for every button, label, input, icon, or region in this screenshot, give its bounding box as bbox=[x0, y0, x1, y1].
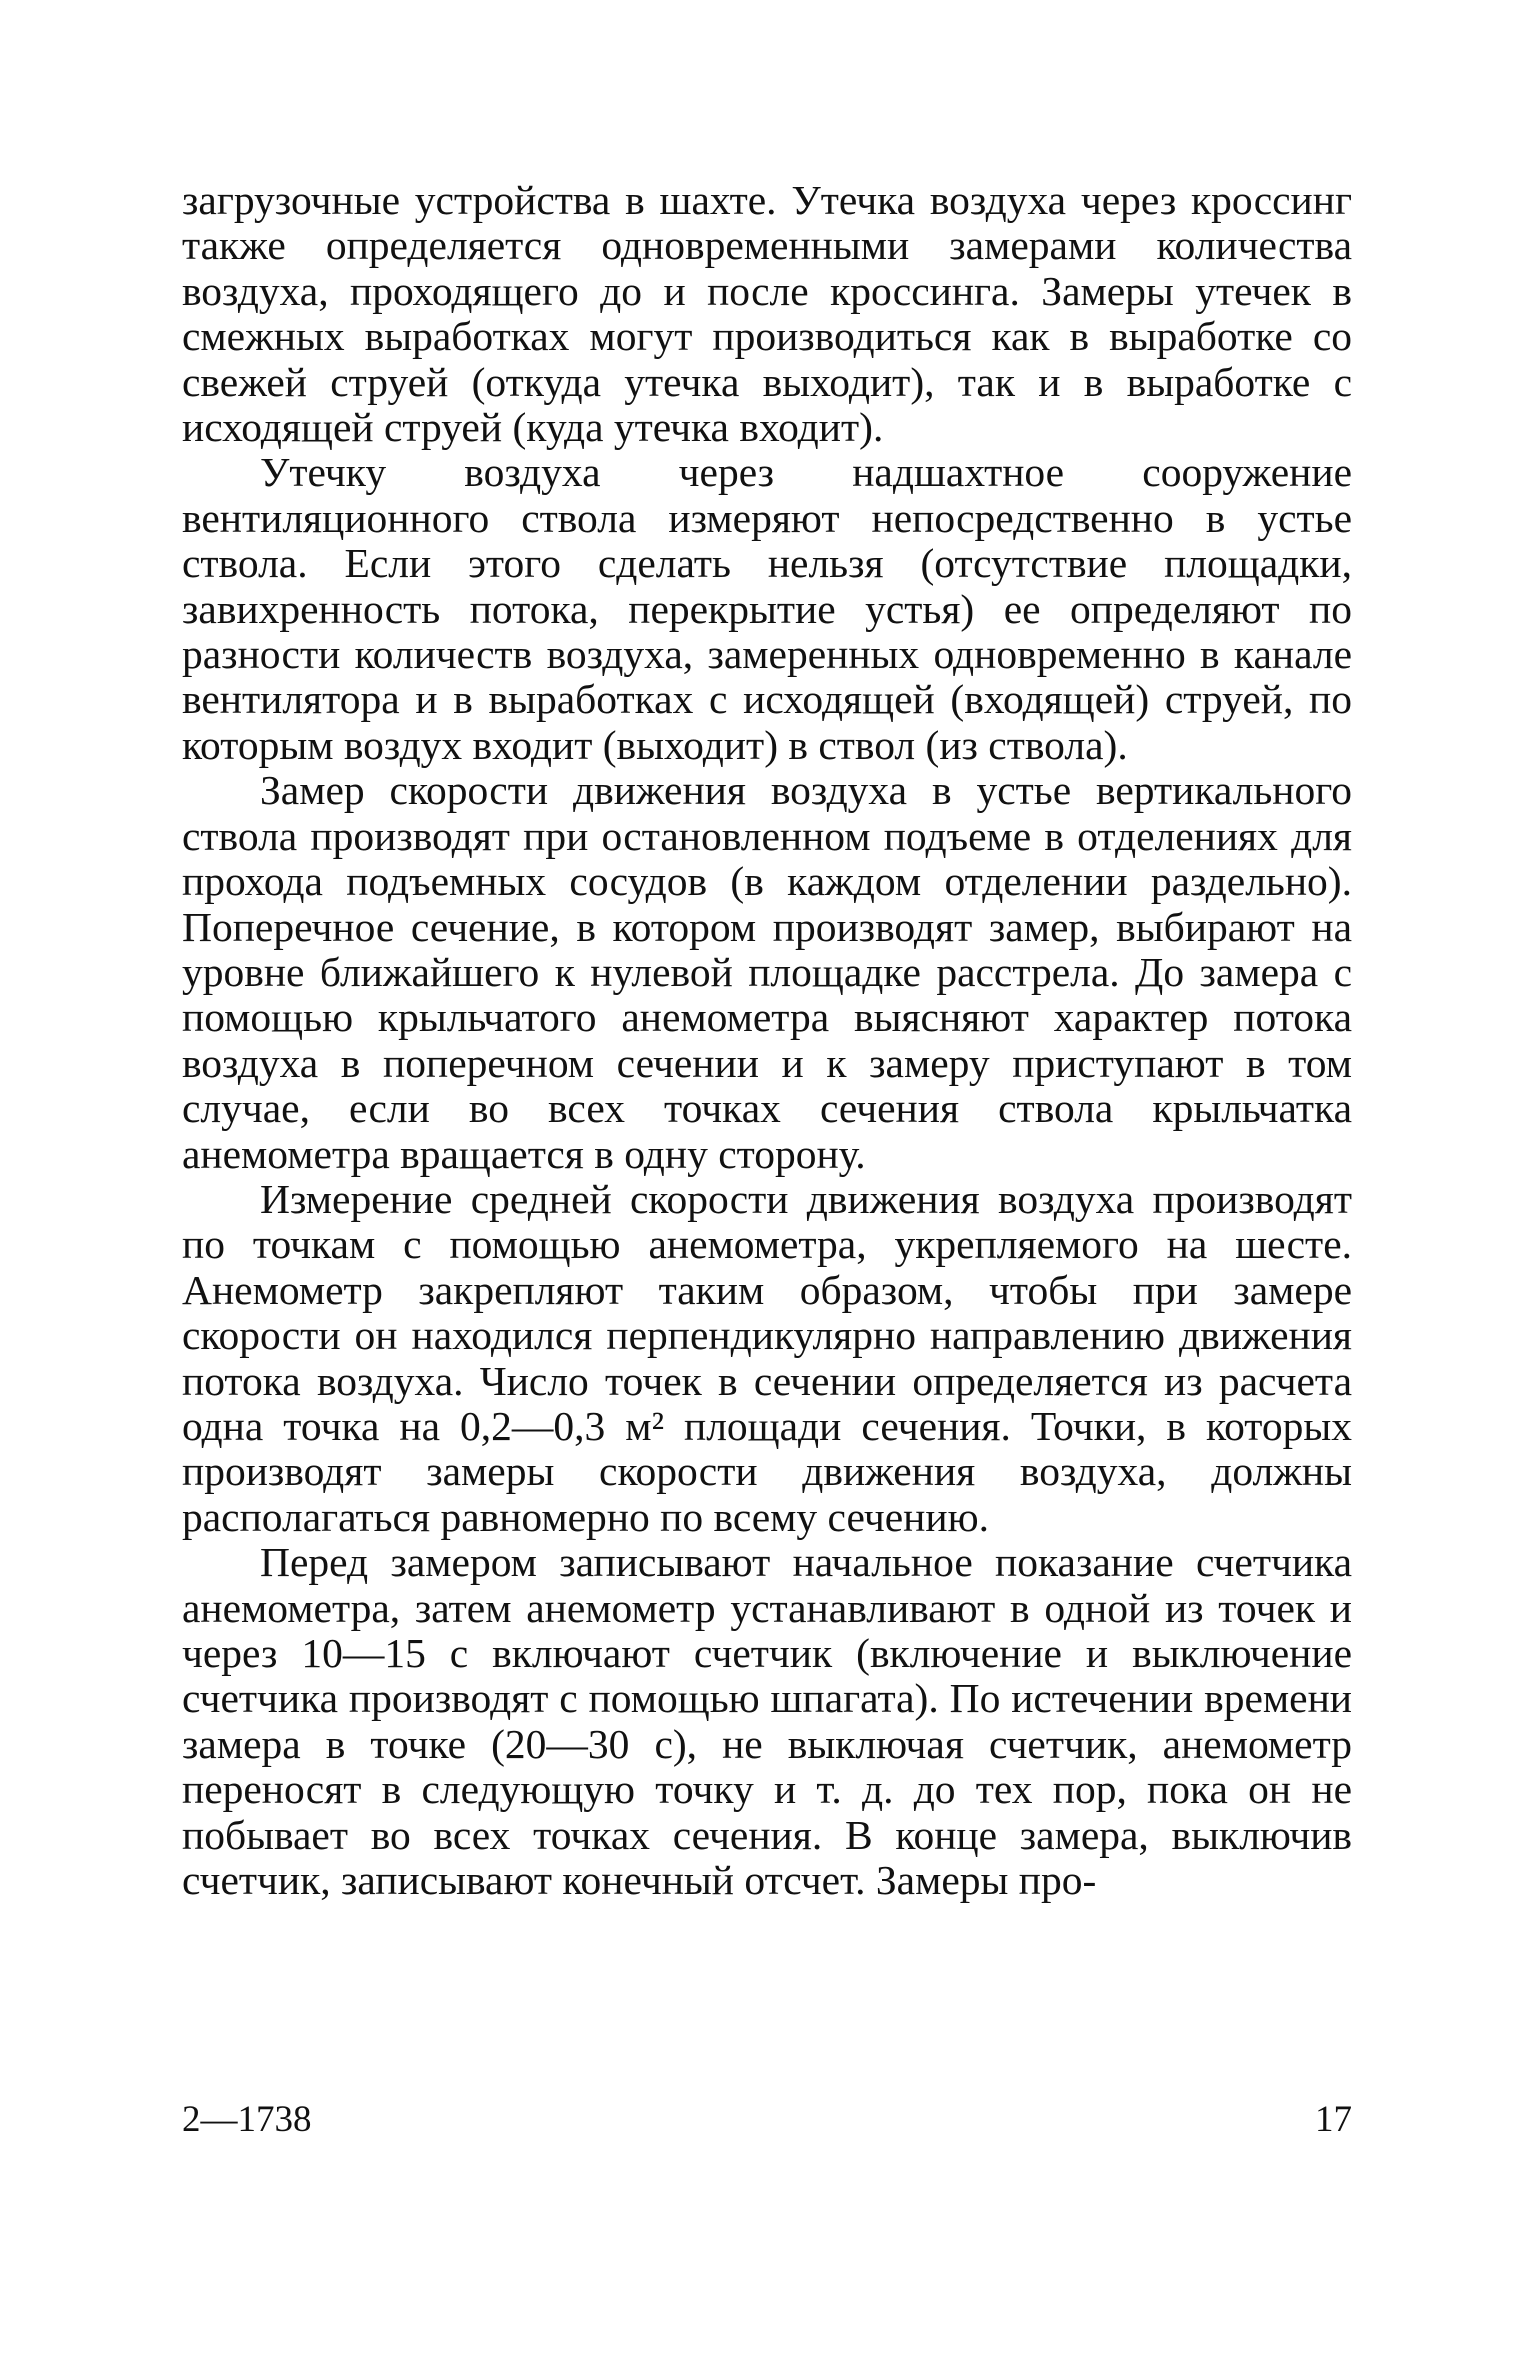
paragraph-1: загрузочные устройства в шахте. Утечка воздуха через кроссинг также определяется одновременными замерами количества воздуха, проходящего до и после кроссинга. Замеры утечек в смежных выработках могут производиться как в выработке со свежей струей (откуда утечка выходит), так и в выработке с исходящей струей (куда утечка входит). bbox=[182, 177, 1352, 451]
page-footer bbox=[182, 2095, 1352, 2145]
paragraph-2: Утечку воздуха через надшахтное сооружение вентиляционного ствола измеряют непосредственно в устье ствола. Если этого сделать нельзя (отсутствие площадки, завихренность потока, перекрытие устья) ее определяют по разности количеств воздуха, замеренных одновременно в канале вентилятора и в выработках с исходящей (входящей) струей, по которым воздух входит (выходит) в ствол (из ствола). bbox=[182, 449, 1352, 768]
paragraph-4: Измерение средней скорости движения воздуха производят по точкам с помощью анемометра, укрепляемого на шесте. Анемометр закрепляют таким образом, чтобы при замере скорости он находился перпендикулярно направлению движения потока воздуха. Число точек в сечении определяется из расчета одна точка на 0,2—0,3 м² площади сечения. Точки, в которых производят замеры скорости движения воздуха, должны располагаться равномерно по всему сечению. bbox=[182, 1175, 1352, 1540]
paragraph-3: Замер скорости движения воздуха в устье вертикального ствола производят при остановленном подъеме в отделениях для прохода подъемных сосудов (в каждом отделении раздельно). Поперечное сечение, в котором производят замер, выбирают на уровне ближайшего к нулевой площадке расстрела. До замера с помощью крыльчатого анемометра выясняют характер потока воздуха в поперечном сечении и к замеру приступают в том случае, если во всех точках сечения ствола крыльчатка анемометра вращается в одну сторону. bbox=[182, 767, 1352, 1177]
page-body bbox=[182, 178, 1352, 1903]
page-number: 17 bbox=[1315, 2099, 1352, 2140]
paragraph-5: Перед замером записывают начальное показание счетчика анемометра, затем анемометр устанавливают в одной из точек и через 10—15 с включают счетчик (включение и выключение счетчика производят с помощью шпагата). По истечении времени замера в точке (20—30 с), не выключая счетчик, анемометр переносят в следующую точку и т. д. до тех пор, пока он не побывает во всех точках сечения. В конце замера, выключив счетчик, записывают конечный отсчет. Замеры про- bbox=[182, 1539, 1352, 1904]
printer-signature: 2—1738 bbox=[182, 2099, 312, 2140]
